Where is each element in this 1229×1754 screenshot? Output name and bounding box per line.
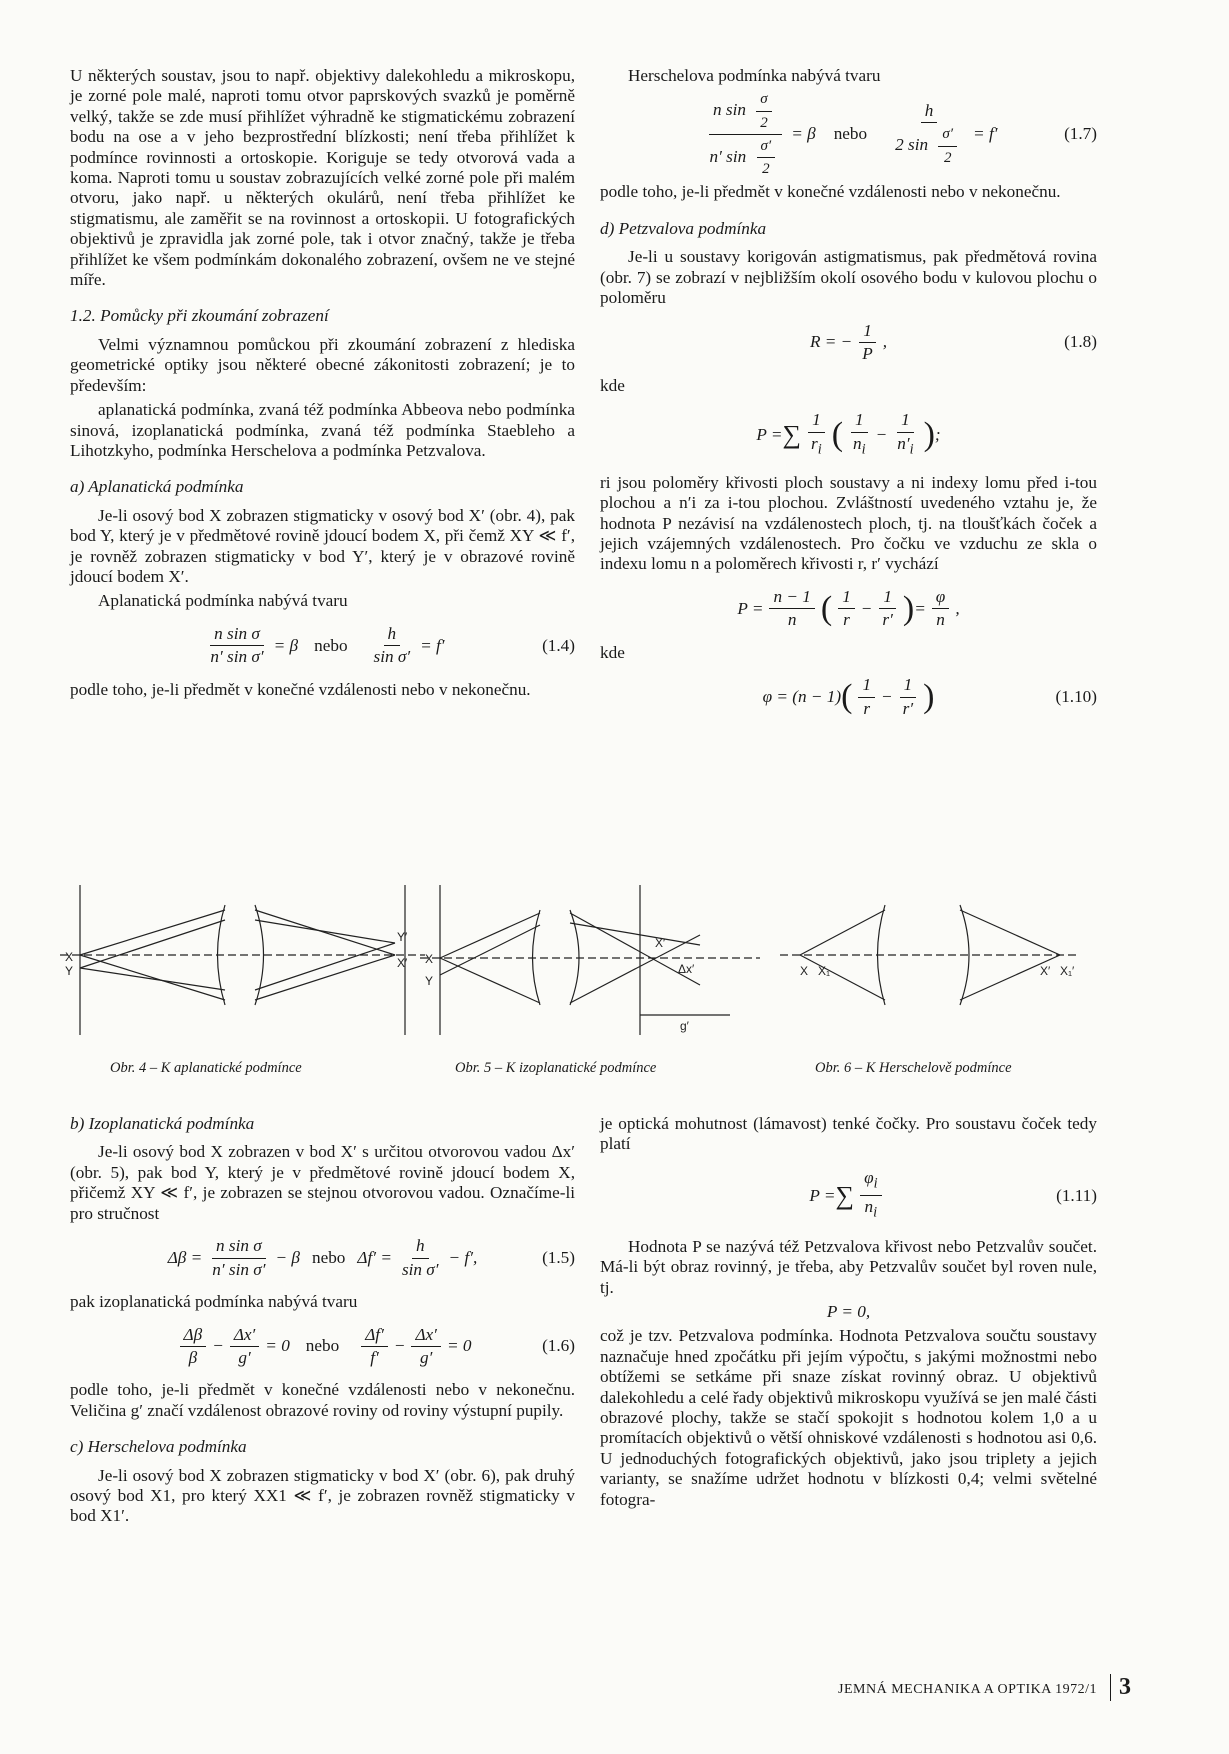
paragraph: což je tzv. Petzvalova podmínka. Hodnota Petzvalova součtu soustavy naznačuje hned zpočátku při jejím výpočtu, s jakými možnostmi nebo obtížemi se setkáme při snaze získat rovinný obraz. U objektivů dalekohledu a celé řady objektivů mikroskopu využívá se jen malé části obrazové plochy, takže se stačí spokojit s hodnotou kolem 1,0 a u promítacích objektivů o větší ohniskové vzdálenosti s hodnotou asi 0,6. U jednoduchých fotografických objektivů, jako jsou triplety a jejich varianty, se snažíme udržet hodnotu v blízkosti 0,4; velmi světelné fotogra- xyxy=(600,1326,1097,1509)
paragraph: Je-li osový bod X zobrazen stigmaticky v osový bod X′ (obr. 4), pak bod Y, který je v předmětové rovině jdoucí bodem X, při čemž XY ≪ f′, je rovněž zobrazen stigmaticky v bod Y′, který je v obrazové rovině jdoucí bodem X′. xyxy=(70,505,575,586)
equation-1-4: $\frac{\text{n sin σ}}{\text{n′ sin σ′}}$ = β nebo $\frac{h}{\text{sin σ′}}$ = f′ (1.4) xyxy=(210,623,575,667)
equation-lens: P = $\frac{n - 1}{n}$ ( $\frac{1}{r}$ − $\frac{1}{r'}$ ) = $\frac{\varphi}{n}$ , xyxy=(737,586,960,630)
subsection-heading-a: a) Aplanatická podmínka xyxy=(70,477,244,497)
equation-1-8: R = − $\frac{1}{P}$ , (1.8) xyxy=(809,320,1097,363)
figure-6-diagram xyxy=(780,875,1080,1050)
figure-label-x-prime: X′ xyxy=(655,936,666,950)
equation-number: (1.5) xyxy=(542,1247,575,1267)
equation-petzval-sum: P = ∑ $\frac{1}{r_i}$ ( $\frac{1}{n_i}$ − $\frac{1}{n'_i}$ ) ; xyxy=(756,410,941,458)
paragraph: aplanatická podmínka, zvaná též podmínka Abbeova nebo podmínka sinová, izoplanatická podmínka, zvaná též podmínka Staebleho a Lihotzkyho, podmínka Herschelova a podmínka Petzvalova. xyxy=(70,400,575,460)
figure-label-x: X xyxy=(425,952,434,966)
paragraph: ri jsou poloměry křivosti ploch soustavy a ni indexy lomu před i-tou plochou a n′i za i-tou plochou. Zvláštností uvedeného vztahu je, že hodnota P nezávisí na vzdálenostech ploch, tj. na tloušťkách čoček a jejich vzájemných vzdálenostech. Pro čočku ve vzduchu ze skla o indexu lomu n a poloměrech křivosti r, r′ vychází xyxy=(600,472,1097,574)
left-column-top xyxy=(70,66,575,704)
paragraph: podle toho, je-li předmět v konečné vzdálenosti nebo v nekonečnu. xyxy=(70,679,531,699)
equation-number: (1.8) xyxy=(1064,332,1097,352)
figure-label-x: X xyxy=(800,964,809,978)
paragraph: Hodnota P se nazývá též Petzvalova křivost nebo Petzvalův součet. Má-li být obraz rovinný, je třeba, aby Petzvalův součet byl roven nule, tj. xyxy=(600,1236,1097,1297)
figure-4-diagram xyxy=(60,875,430,1050)
figure-label-x: X xyxy=(65,950,74,964)
kde-label: kde xyxy=(600,642,625,662)
paragraph: Velmi významnou pomůckou při zkoumání zobrazení z hlediska geometrické optiky jsou některé obecné zákonitosti zobrazení; je to především: xyxy=(70,334,575,395)
right-column-bottom xyxy=(600,1114,1097,1514)
paragraph: Je-li osový bod X zobrazen stigmaticky v bod X′ (obr. 6), pak druhý osový bod X1, pro který XX1 ≪ f′, je zobrazen rovněž stigmaticky v bod X1′. xyxy=(70,1465,575,1526)
journal-footer: JEMNÁ MECHANIKA A OPTIKA 1972/1 xyxy=(838,1682,1097,1697)
left-column-bottom xyxy=(70,1114,575,1531)
paragraph: pak izoplanatická podmínka nabývá tvaru xyxy=(70,1292,358,1312)
subsection-heading-d: d) Petzvalova podmínka xyxy=(600,218,767,238)
nebo-label: nebo xyxy=(833,124,868,144)
equation-number: (1.11) xyxy=(1056,1185,1097,1205)
paragraph: podle toho, je-li předmět v konečné vzdálenosti nebo v nekonečnu. xyxy=(600,182,1061,202)
section-heading-1-2: 1.2. Pomůcky při zkoumání zobrazení xyxy=(70,306,329,326)
equation-1-10: φ = (n − 1) ( $\frac{1}{r}$ − $\frac{1}{r'}$ ) (1.10) xyxy=(762,675,1097,718)
figure-label-x-prime: X′ xyxy=(397,956,408,970)
equation-number: (1.10) xyxy=(1055,687,1097,707)
paragraph: Je-li osový bod X zobrazen v bod X′ s určitou otvorovou vadou Δx′ (obr. 5), pak bod Y, který je v předmětové rovině jdoucí bodem X, přičemž XY ≪ f′, je zobrazen se stejnou otvorovou vadou. Označíme-li pro stručnost xyxy=(70,1142,575,1223)
figure-label-y-prime: Y′ xyxy=(397,930,408,944)
figure-label-x-prime: X′ xyxy=(1040,964,1051,978)
figure-label-x1-prime: X₁′ xyxy=(1060,964,1075,978)
subsection-heading-b: b) Izoplanatická podmínka xyxy=(70,1114,255,1133)
equation-1-5: Δβ = $\frac{\text{n sin σ}}{\text{n′ sin σ′}}$ − β nebo Δf′ = $\frac{h}{\text{sin σ′}}$ − f′, (1.5) xyxy=(167,1236,575,1279)
paragraph: je optická mohutnost (lámavost) tenké čočky. Pro soustavu čoček tedy platí xyxy=(600,1114,1097,1154)
nebo-label: nebo xyxy=(314,635,348,655)
page-number: 3 xyxy=(1110,1674,1131,1701)
figure-4-caption: Obr. 4 – K aplanatické podmínce xyxy=(110,1060,302,1076)
figure-6-caption: Obr. 6 – K Herschelově podmínce xyxy=(815,1060,1012,1076)
right-column-top xyxy=(600,66,1097,731)
equation-number: (1.4) xyxy=(542,635,575,655)
equation-p-zero: P = 0, xyxy=(826,1302,871,1322)
nebo-label: nebo xyxy=(305,1336,340,1356)
paragraph: Aplanatická podmínka nabývá tvaru xyxy=(98,591,348,611)
subsection-heading-c: c) Herschelova podmínka xyxy=(70,1437,247,1457)
equation-number: (1.7) xyxy=(1064,124,1097,144)
paragraph: podle toho, je-li předmět v konečné vzdálenosti nebo v nekonečnu. Veličina g′ značí vzdálenost obrazové roviny od roviny výstupní pupily. xyxy=(70,1380,575,1420)
figure-label-delta-x: Δx′ xyxy=(678,962,695,976)
figure-5-caption: Obr. 5 – K izoplanatické podmínce xyxy=(455,1060,657,1076)
figure-label-y: Y xyxy=(65,964,74,978)
figure-label-y: Y xyxy=(425,974,434,988)
equation-1-6: $\frac{\Delta\beta}{\beta}$ − $\frac{\Delta x'}{g'}$ = 0 nebo $\frac{\Delta f'}{f'}$ − $\frac{\Delta x'}{g'}$ = 0 (1.6) xyxy=(70,1318,575,1374)
figure-label-g-prime: g′ xyxy=(680,1019,689,1033)
figure-5-diagram xyxy=(400,875,770,1050)
paragraph: U některých soustav, jsou to např. objektivy dalekohledu a mikroskopu, je zorné pole malé, naproti tomu otvor paprskových svazků je poměrně velký, takže se zde musí přihlížet výhradně ke stigmatickému zobrazení bodu na ose a v jeho bezprostřední blízkosti; není třeba přihlížet k podmínce rovinnosti a ortoskopie. Koriguje se tedy otvorová vada a koma. Naproti tomu u soustav zobrazujících velké zorné pole při malém otvoru, jako např. u některých okulárů, není třeba přihlížet ke stigmatismu, ale zaměřit se na rovinnost a ortoskopii. U fotografických objektivů je zpravidla jak zorné pole, tak i otvor značný, takže je třeba přihlížet ke všem podmínkám dokonalého zobrazení, ovšem ne ve stejné míře. xyxy=(70,66,575,290)
figure-label-x1: X₁ xyxy=(818,964,831,978)
equation-1-11: P = ∑ $\frac{\varphi_i}{n_i}$ (1.11) xyxy=(809,1168,1097,1221)
equation-1-7: n sin $\frac{\sigma}{2}$ n′ sin $\frac{\sigma'}{2}$ = β nebo h 2 sin $\frac{\sigma'}{2}$ = f′ (1.7) xyxy=(709,91,1097,178)
paragraph: Herschelova podmínka nabývá tvaru xyxy=(628,66,881,85)
nebo-label: nebo xyxy=(311,1247,346,1267)
paragraph: Je-li u soustavy korigován astigmatismus, pak předmětová rovina (obr. 7) se zobrazí v nejbližším okolí osového bodu v kulovou plochu o poloměru xyxy=(600,247,1097,308)
equation-number: (1.6) xyxy=(542,1336,575,1356)
kde-label: kde xyxy=(600,376,625,396)
